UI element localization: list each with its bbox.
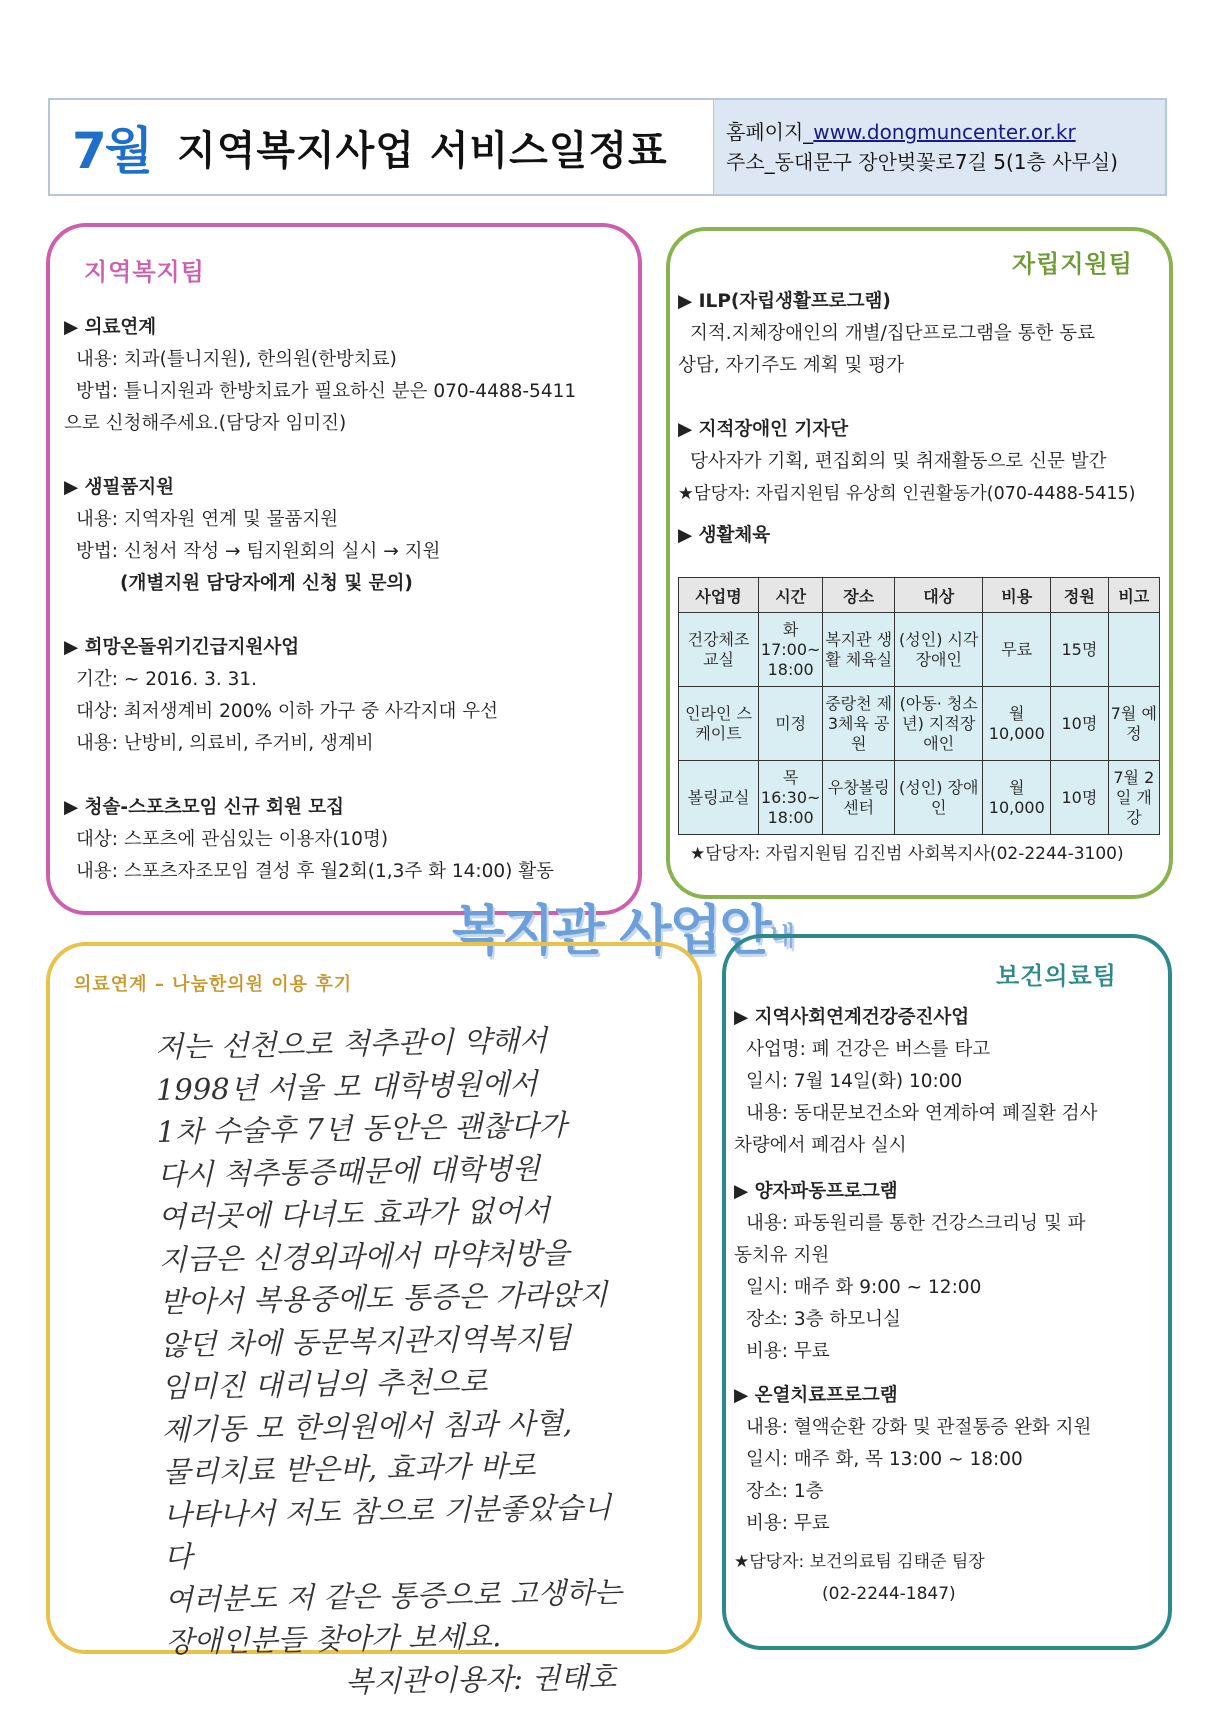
heat-date: 일시: 매주 화, 목 13:00 ~ 18:00 bbox=[746, 1449, 1023, 1470]
address: 주소_동대문구 장안벚꽃로7길 5(1층 사무실) bbox=[726, 150, 1118, 174]
wave-cost: 비용: 무료 bbox=[746, 1341, 830, 1362]
wave-heading: ▶ 양자파동프로그램 bbox=[734, 1181, 898, 1202]
table-cell: 우창볼링 센터 bbox=[823, 761, 895, 835]
letter-line: 않던 차에 동문복지관지역복지팀 bbox=[160, 1320, 572, 1362]
welfare-team-title: 지역복지팀 bbox=[84, 258, 205, 286]
supplies-method: 방법: 신청서 작성 → 팀지원회의 실시 → 지원 bbox=[76, 541, 441, 562]
table-cell: 7월 2일 개강 bbox=[1108, 761, 1159, 835]
wave-content-2: 동치유 지원 bbox=[734, 1245, 830, 1266]
header-contact-area bbox=[714, 100, 1165, 194]
letter-line: 제기동 모 한의원에서 침과 사혈, bbox=[161, 1405, 573, 1447]
reporters-contact: ★담당자: 자립지원팀 유상희 인권활동가(070-4488-5415) bbox=[678, 484, 1136, 504]
supplies-content: 내용: 지역자원 연계 및 물품지원 bbox=[76, 509, 339, 530]
heat-place: 장소: 1층 bbox=[746, 1481, 824, 1502]
table-cell bbox=[1108, 613, 1159, 687]
hope-heading: ▶ 희망온돌위기긴급지원사업 bbox=[64, 637, 300, 658]
letter-line: 여러분도 저 같은 통증으로 고생하는 bbox=[164, 1574, 623, 1617]
community-name: 사업명: 폐 건강은 버스를 타고 bbox=[746, 1039, 991, 1060]
medical-method-2: 으로 신청해주세요.(담당자 임미진) bbox=[64, 413, 347, 434]
homepage-label: 홈페이지_ bbox=[726, 120, 814, 144]
community-content-2: 차량에서 폐검사 실시 bbox=[734, 1135, 907, 1156]
hope-content: 내용: 난방비, 의료비, 주거비, 생계비 bbox=[76, 733, 374, 754]
sports-heading: ▶ 생활체육 bbox=[678, 525, 771, 546]
wordart-small: 내 bbox=[769, 921, 793, 952]
letter-line: 나타나서 저도 참으로 기분좋았습니다 bbox=[163, 1489, 612, 1574]
letter-line: 받아서 복용중에도 통증은 가라앉지 bbox=[159, 1277, 608, 1320]
wave-date: 일시: 매주 화 9:00 ~ 12:00 bbox=[746, 1277, 982, 1298]
letter-line: 물리치료 받은바, 효과가 바로 bbox=[162, 1448, 536, 1489]
table-row bbox=[679, 613, 1160, 687]
table-cell: (아동· 청소년) 지적장애인 bbox=[895, 687, 983, 761]
health-contact-2: (02-2244-1847) bbox=[822, 1584, 956, 1604]
table-cell: 미정 bbox=[759, 687, 823, 761]
sports-recruit-heading: ▶ 청솔-스포츠모임 신규 회원 모집 bbox=[64, 797, 344, 818]
col-header: 사업명 bbox=[679, 578, 759, 613]
letter-line: 여러곳에 다녀도 효과가 없어서 bbox=[157, 1193, 551, 1235]
col-header: 장소 bbox=[823, 578, 895, 613]
heat-heading: ▶ 온열치료프로그램 bbox=[734, 1385, 898, 1406]
letter-line: 장애인분들 찾아가 보세요. bbox=[165, 1619, 502, 1659]
supplies-note: (개별지원 담당자에게 신청 및 문의) bbox=[120, 573, 413, 594]
table-cell: 목 16:30~ 18:00 bbox=[759, 761, 823, 835]
month-label: 7월 bbox=[72, 122, 152, 180]
col-header: 정원 bbox=[1051, 578, 1108, 613]
wordart-main: 복지관 사업안 bbox=[452, 899, 770, 962]
supplies-heading: ▶ 생필품지원 bbox=[64, 477, 175, 498]
hope-target: 대상: 최저생계비 200% 이하 가구 중 사각지대 우선 bbox=[76, 701, 498, 722]
letter-line: 1998년 서울 모 대학병원에서 bbox=[155, 1065, 538, 1107]
table-cell: 복지관 생활 체육실 bbox=[823, 613, 895, 687]
homepage-line bbox=[726, 117, 1165, 147]
health-contact-1: ★담당자: 보건의료팀 김태준 팀장 bbox=[734, 1552, 985, 1572]
independence-team-title: 자립지원팀 bbox=[1012, 250, 1133, 278]
homepage-link[interactable]: www.dongmuncenter.or.kr bbox=[813, 120, 1076, 144]
medical-heading: ▶ 의료연계 bbox=[64, 317, 157, 338]
table-cell: 10명 bbox=[1051, 687, 1108, 761]
table-cell: 볼링교실 bbox=[679, 761, 759, 835]
review-title: 의료연계 – 나눔한의원 이용 후기 bbox=[74, 974, 353, 995]
table-cell: 건강체조 교실 bbox=[679, 613, 759, 687]
table-cell: 10명 bbox=[1051, 761, 1108, 835]
medical-method-1: 방법: 틀니지원과 한방치료가 필요하신 분은 070-4488-5411 bbox=[76, 381, 577, 402]
sports-recruit-content: 내용: 스포츠자조모임 결성 후 월2회(1,3주 화 14:00) 활동 bbox=[76, 861, 555, 882]
table-cell: 7월 예정 bbox=[1108, 687, 1159, 761]
reporters-content: 당사자가 기획, 편집회의 및 취재활동으로 신문 발간 bbox=[690, 451, 1107, 472]
health-team-title: 보건의료팀 bbox=[996, 962, 1117, 990]
community-heading: ▶ 지역사회연계건강증진사업 bbox=[734, 1007, 970, 1028]
wave-content-1: 내용: 파동원리를 통한 건강스크리닝 및 파 bbox=[746, 1213, 1086, 1234]
table-cell: 월 10,000 bbox=[983, 687, 1051, 761]
sports-table-header bbox=[679, 578, 1160, 613]
ilp-line-1: 지적.지체장애인의 개별/집단프로그램을 통한 동료 bbox=[690, 323, 1096, 344]
table-cell: (성인) 시각장애인 bbox=[895, 613, 983, 687]
handwritten-letter bbox=[154, 1018, 625, 1699]
community-date: 일시: 7월 14일(화) 10:00 bbox=[746, 1071, 963, 1092]
ilp-heading: ▶ ILP(자립생활프로그램) bbox=[678, 291, 891, 312]
wave-place: 장소: 3층 하모니실 bbox=[746, 1309, 901, 1330]
table-cell: 중랑천 제3체육 공원 bbox=[823, 687, 895, 761]
welfare-team-content bbox=[64, 312, 634, 888]
col-header: 비고 bbox=[1108, 578, 1159, 613]
table-cell: 월 10,000 bbox=[983, 761, 1051, 835]
page-title: 지역복지사업 서비스일정표 bbox=[177, 127, 668, 174]
independence-team-content bbox=[678, 286, 1162, 552]
table-cell: 인라인 스케이트 bbox=[679, 687, 759, 761]
letter-signature: 복지관이용자: 권태호 bbox=[344, 1659, 617, 1699]
heat-content: 내용: 혈액순환 강화 및 관절통증 완화 지원 bbox=[746, 1417, 1092, 1438]
community-content-1: 내용: 동대문보건소와 연계하여 폐질환 검사 bbox=[746, 1103, 1098, 1124]
heat-cost: 비용: 무료 bbox=[746, 1513, 830, 1534]
header-title-area bbox=[50, 100, 714, 194]
col-header: 비용 bbox=[983, 578, 1051, 613]
medical-content: 내용: 치과(틀니지원), 한의원(한방치료) bbox=[76, 349, 397, 370]
ilp-line-2: 상담, 자기주도 계획 및 평가 bbox=[678, 355, 904, 376]
letter-line: 1차 수술후 7년 동안은 괜찮다가 bbox=[156, 1107, 567, 1150]
col-header: 시간 bbox=[759, 578, 823, 613]
health-team-content bbox=[734, 1002, 1162, 1610]
table-row bbox=[679, 761, 1160, 835]
col-header: 대상 bbox=[895, 578, 983, 613]
letter-line: 저는 선천으로 척추관이 약해서 bbox=[154, 1023, 548, 1065]
letter-line: 임미진 대리님의 추천으로 bbox=[160, 1364, 488, 1405]
hope-period: 기간: ~ 2016. 3. 31. bbox=[76, 669, 258, 690]
sports-contact: ★담당자: 자립지원팀 김진범 사회복지사(02-2244-3100) bbox=[690, 844, 1124, 864]
table-row bbox=[679, 687, 1160, 761]
table-cell: (성인) 장애인 bbox=[895, 761, 983, 835]
table-cell: 15명 bbox=[1051, 613, 1108, 687]
sports-recruit-target: 대상: 스포츠에 관심있는 이용자(10명) bbox=[76, 829, 389, 850]
sports-table bbox=[678, 577, 1160, 835]
letter-line: 다시 척추통증때문에 대학병원 bbox=[157, 1150, 541, 1192]
reporters-heading: ▶ 지적장애인 기자단 bbox=[678, 419, 849, 440]
table-cell: 무료 bbox=[983, 613, 1051, 687]
page-header bbox=[48, 98, 1167, 196]
table-cell: 화 17:00~ 18:00 bbox=[759, 613, 823, 687]
letter-line: 지금은 신경외과에서 마약처방을 bbox=[158, 1235, 570, 1277]
